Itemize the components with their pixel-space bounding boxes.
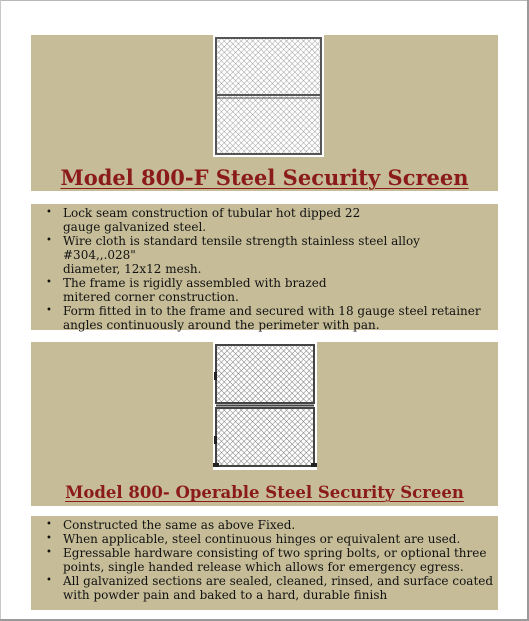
model-operable-spec-list <box>44 518 496 602</box>
page-border-top <box>0 0 529 1</box>
list-item: • Wire cloth is standard tensile strength stainless steel alloy #304,,.028" diameter, 12x12 mesh. <box>44 234 496 276</box>
list-item: • Form fitted in to the frame and secured with 18 gauge steel retainer angles continuously around the perimeter with pan. <box>44 304 496 332</box>
model-operable-title: Model 800- Operable Steel Security Screen <box>65 483 464 502</box>
list-item: • Egressable hardware consisting of two spring bolts, or optional three points, single handed release which allows for emergency egress. <box>44 546 496 574</box>
list-item: • Lock seam construction of tubular hot dipped 22 gauge galvanized steel. <box>44 206 496 234</box>
model-f-spec-list <box>44 206 496 332</box>
operable-screen-image <box>213 342 317 470</box>
fixed-screen-image <box>213 35 324 157</box>
list-item: • The frame is rigidly assembled with brazed mitered corner construction. <box>44 276 496 304</box>
list-item: • When applicable, steel continuous hinges or equivalent are used. <box>44 532 496 546</box>
list-item: • Constructed the same as above Fixed. <box>44 518 496 532</box>
model-f-title: Model 800-F Steel Security Screen <box>60 165 469 190</box>
page-border-left <box>0 0 1 621</box>
list-item: • All galvanized sections are sealed, cleaned, rinsed, and surface coated with powder pain and baked to a hard, durable finish <box>44 574 496 602</box>
